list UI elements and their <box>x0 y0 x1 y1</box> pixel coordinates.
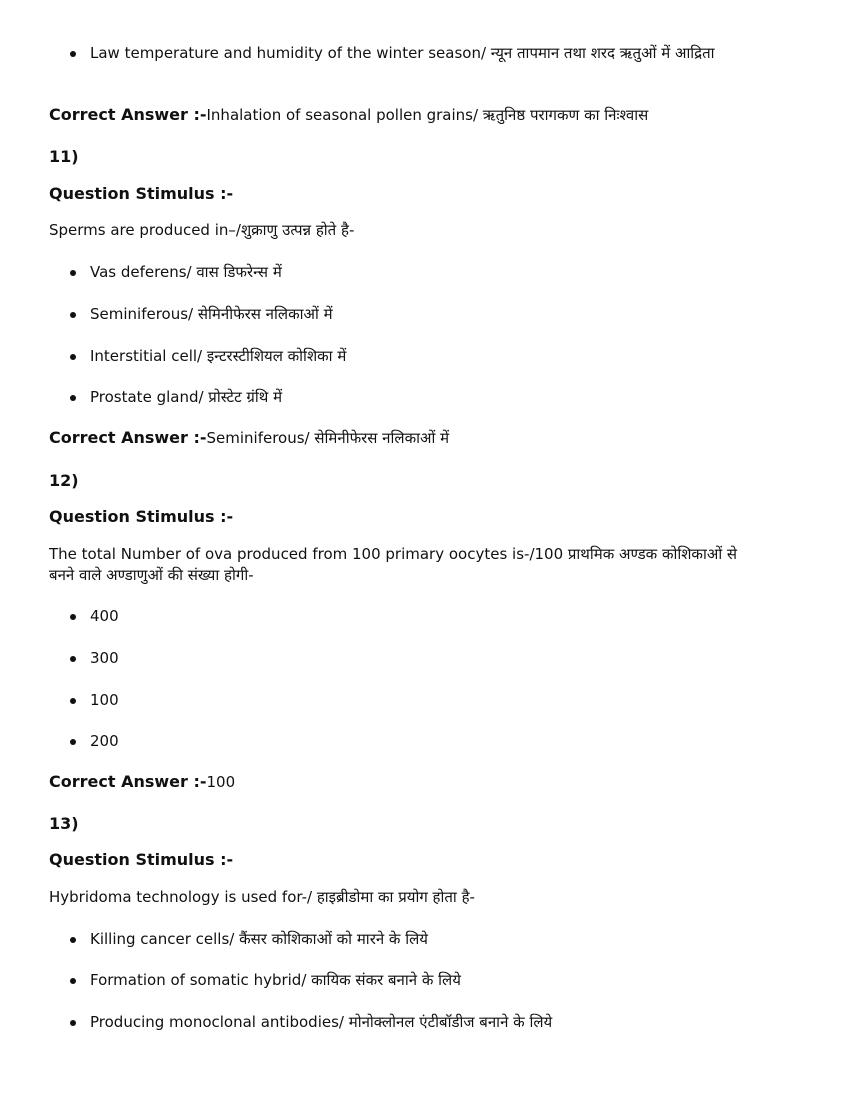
option-item: 200 <box>49 731 119 752</box>
option-item: Killing cancer cells/ कैंसर कोशिकाओं को मारने के लिये <box>49 929 428 950</box>
question-stimulus-text: The total Number of ova produced from 100 primary oocytes is-/100 प्राथमिक अण्डक कोशिकाओं से बनने वाले अण्डाणुओं की संख्या होगी- <box>49 545 738 584</box>
correct-answer-line <box>49 427 449 449</box>
question-stimulus-label: Question Stimulus :- <box>49 184 234 203</box>
correct-answer-value: Inhalation of seasonal pollen grains/ ऋतुनिष्ठ परागकण का निःश्वास <box>206 106 649 124</box>
option-item: Prostate gland/ प्रोस्टेट ग्रंथि में <box>49 387 282 408</box>
option-item: 300 <box>49 648 119 669</box>
correct-answer-line <box>49 104 648 126</box>
option-item: Seminiferous/ सेमिनीफेरस नलिकाओं में <box>49 304 333 325</box>
question-stimulus-text: Hybridoma technology is used for-/ हाइब्रीडोमा का प्रयोग होता है- <box>49 888 475 906</box>
correct-answer-label: Correct Answer :- <box>49 772 207 791</box>
option-item: Formation of somatic hybrid/ कायिक संकर बनाने के लिये <box>49 970 461 991</box>
question-number: 11) <box>49 147 79 166</box>
option-item: Interstitial cell/ इन्टरस्टीशियल कोशिका में <box>49 346 346 367</box>
option-item: Law temperature and humidity of the winter season/ न्यून तापमान तथा शरद ऋतुओं में आद्रिता <box>49 43 789 64</box>
correct-answer-label: Correct Answer :- <box>49 428 207 447</box>
option-item: Producing monoclonal antibodies/ मोनोक्लोनल एंटीबॉडीज बनाने के लिये <box>49 1012 552 1033</box>
question-stimulus-label: Question Stimulus :- <box>49 507 234 526</box>
option-item: 400 <box>49 606 119 627</box>
option-item: 100 <box>49 690 119 711</box>
correct-answer-value: Seminiferous/ सेमिनीफेरस नलिकाओं में <box>206 429 450 447</box>
correct-answer-label: Correct Answer :- <box>49 105 207 124</box>
question-number: 13) <box>49 814 79 833</box>
question-stimulus-text: Sperms are produced in–/शुक्राणु उत्पन्न होते है- <box>49 221 355 239</box>
carryover-option-list <box>49 43 789 64</box>
correct-answer-line <box>49 771 235 793</box>
option-item: Vas deferens/ वास डिफरेन्स में <box>49 262 282 283</box>
question-stimulus-label: Question Stimulus :- <box>49 850 234 869</box>
question-number: 12) <box>49 471 79 490</box>
correct-answer-value: 100 <box>206 773 236 791</box>
